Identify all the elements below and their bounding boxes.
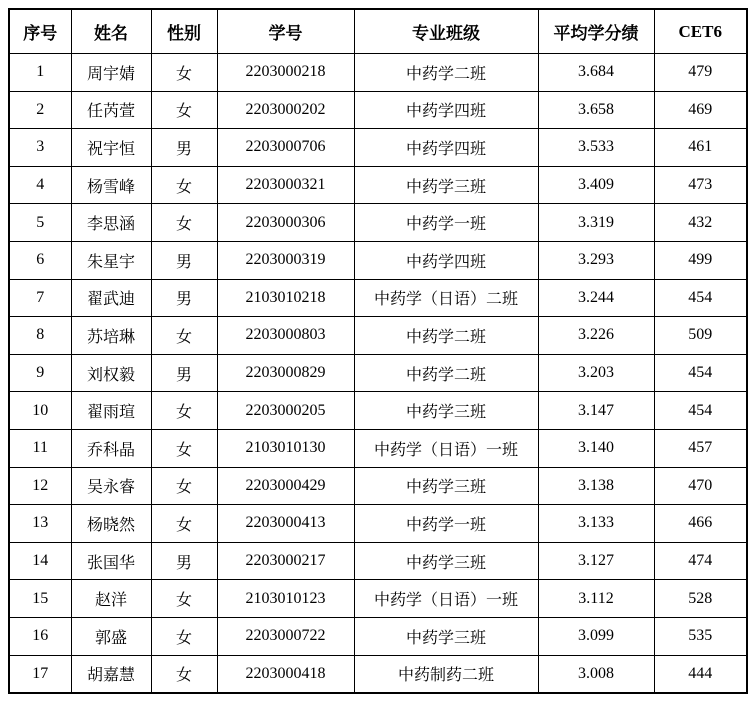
table-row <box>9 467 747 505</box>
cell-gpa: 3.099 <box>538 617 654 655</box>
cell-student-id: 2203000829 <box>217 354 354 392</box>
cell-student-id: 2203000722 <box>217 617 354 655</box>
header-gpa: 平均学分绩 <box>538 9 654 54</box>
cell-index: 13 <box>9 505 71 543</box>
cell-student-id: 2203000706 <box>217 129 354 167</box>
cell-gpa: 3.658 <box>538 91 654 129</box>
cell-class: 中药学三班 <box>354 542 538 580</box>
cell-gpa: 3.293 <box>538 241 654 279</box>
cell-name: 乔科晶 <box>71 429 151 467</box>
cell-gender: 女 <box>151 505 217 543</box>
cell-index: 10 <box>9 392 71 430</box>
cell-gpa: 3.147 <box>538 392 654 430</box>
cell-gender: 男 <box>151 354 217 392</box>
cell-gender: 男 <box>151 129 217 167</box>
cell-name: 翟雨瑄 <box>71 392 151 430</box>
cell-student-id: 2203000202 <box>217 91 354 129</box>
cell-gender: 女 <box>151 429 217 467</box>
cell-gpa: 3.226 <box>538 317 654 355</box>
cell-gpa: 3.127 <box>538 542 654 580</box>
table-row <box>9 655 747 693</box>
cell-cet6: 509 <box>654 317 747 355</box>
cell-cet6: 457 <box>654 429 747 467</box>
cell-gender: 女 <box>151 467 217 505</box>
cell-student-id: 2203000418 <box>217 655 354 693</box>
cell-index: 16 <box>9 617 71 655</box>
table-row <box>9 279 747 317</box>
cell-cet6: 499 <box>654 241 747 279</box>
cell-class: 中药制药二班 <box>354 655 538 693</box>
cell-gender: 女 <box>151 54 217 92</box>
cell-index: 9 <box>9 354 71 392</box>
table-row <box>9 429 747 467</box>
cell-cet6: 454 <box>654 279 747 317</box>
cell-name: 郭盛 <box>71 617 151 655</box>
cell-class: 中药学一班 <box>354 204 538 242</box>
cell-name: 张国华 <box>71 542 151 580</box>
cell-index: 8 <box>9 317 71 355</box>
cell-name: 周宇婧 <box>71 54 151 92</box>
cell-class: 中药学三班 <box>354 392 538 430</box>
cell-cet6: 466 <box>654 505 747 543</box>
cell-cet6: 454 <box>654 392 747 430</box>
table-row <box>9 91 747 129</box>
table-row <box>9 317 747 355</box>
cell-cet6: 528 <box>654 580 747 618</box>
cell-gender: 女 <box>151 580 217 618</box>
cell-name: 刘权毅 <box>71 354 151 392</box>
cell-student-id: 2203000803 <box>217 317 354 355</box>
cell-gpa: 3.112 <box>538 580 654 618</box>
table-header-row <box>9 9 747 54</box>
cell-cet6: 432 <box>654 204 747 242</box>
cell-class: 中药学二班 <box>354 317 538 355</box>
cell-gender: 女 <box>151 617 217 655</box>
header-student-id: 学号 <box>217 9 354 54</box>
table-row <box>9 241 747 279</box>
cell-gender: 男 <box>151 279 217 317</box>
cell-index: 1 <box>9 54 71 92</box>
header-cet6: CET6 <box>654 9 747 54</box>
header-gender: 性别 <box>151 9 217 54</box>
table-body <box>9 54 747 694</box>
cell-index: 6 <box>9 241 71 279</box>
cell-class: 中药学二班 <box>354 354 538 392</box>
cell-name: 祝宇恒 <box>71 129 151 167</box>
cell-student-id: 2203000218 <box>217 54 354 92</box>
cell-index: 12 <box>9 467 71 505</box>
table-row <box>9 392 747 430</box>
cell-gpa: 3.533 <box>538 129 654 167</box>
cell-gpa: 3.684 <box>538 54 654 92</box>
cell-gpa: 3.319 <box>538 204 654 242</box>
cell-class: 中药学（日语）一班 <box>354 580 538 618</box>
cell-index: 7 <box>9 279 71 317</box>
cell-gpa: 3.133 <box>538 505 654 543</box>
cell-gender: 女 <box>151 655 217 693</box>
cell-student-id: 2203000429 <box>217 467 354 505</box>
student-score-table <box>8 8 748 694</box>
cell-index: 14 <box>9 542 71 580</box>
cell-index: 2 <box>9 91 71 129</box>
cell-class: 中药学四班 <box>354 129 538 167</box>
cell-name: 李思涵 <box>71 204 151 242</box>
cell-name: 苏培琳 <box>71 317 151 355</box>
cell-cet6: 473 <box>654 166 747 204</box>
cell-class: 中药学（日语）一班 <box>354 429 538 467</box>
cell-class: 中药学（日语）二班 <box>354 279 538 317</box>
cell-class: 中药学二班 <box>354 54 538 92</box>
cell-student-id: 2203000205 <box>217 392 354 430</box>
cell-gpa: 3.140 <box>538 429 654 467</box>
cell-class: 中药学三班 <box>354 617 538 655</box>
cell-name: 朱星宇 <box>71 241 151 279</box>
cell-index: 3 <box>9 129 71 167</box>
cell-cet6: 454 <box>654 354 747 392</box>
cell-cet6: 479 <box>654 54 747 92</box>
table-row <box>9 129 747 167</box>
table-row <box>9 580 747 618</box>
cell-index: 4 <box>9 166 71 204</box>
cell-cet6: 444 <box>654 655 747 693</box>
cell-gender: 男 <box>151 542 217 580</box>
header-index: 序号 <box>9 9 71 54</box>
cell-gpa: 3.244 <box>538 279 654 317</box>
cell-class: 中药学三班 <box>354 467 538 505</box>
cell-cet6: 461 <box>654 129 747 167</box>
cell-gender: 男 <box>151 241 217 279</box>
table-row <box>9 54 747 92</box>
cell-index: 5 <box>9 204 71 242</box>
header-class: 专业班级 <box>354 9 538 54</box>
cell-name: 任芮萱 <box>71 91 151 129</box>
cell-name: 吴永睿 <box>71 467 151 505</box>
cell-gender: 女 <box>151 91 217 129</box>
table-row <box>9 542 747 580</box>
cell-name: 翟武迪 <box>71 279 151 317</box>
cell-cet6: 474 <box>654 542 747 580</box>
cell-student-id: 2203000217 <box>217 542 354 580</box>
cell-index: 17 <box>9 655 71 693</box>
cell-cet6: 470 <box>654 467 747 505</box>
cell-class: 中药学一班 <box>354 505 538 543</box>
cell-student-id: 2203000306 <box>217 204 354 242</box>
cell-student-id: 2203000321 <box>217 166 354 204</box>
cell-gender: 女 <box>151 392 217 430</box>
table-row <box>9 354 747 392</box>
cell-index: 11 <box>9 429 71 467</box>
cell-gender: 女 <box>151 166 217 204</box>
header-name: 姓名 <box>71 9 151 54</box>
cell-cet6: 535 <box>654 617 747 655</box>
cell-gpa: 3.409 <box>538 166 654 204</box>
cell-student-id: 2103010218 <box>217 279 354 317</box>
cell-gender: 女 <box>151 204 217 242</box>
cell-name: 赵洋 <box>71 580 151 618</box>
cell-name: 胡嘉慧 <box>71 655 151 693</box>
cell-class: 中药学三班 <box>354 166 538 204</box>
table-row <box>9 505 747 543</box>
cell-cet6: 469 <box>654 91 747 129</box>
cell-student-id: 2103010123 <box>217 580 354 618</box>
cell-student-id: 2203000413 <box>217 505 354 543</box>
cell-name: 杨雪峰 <box>71 166 151 204</box>
cell-index: 15 <box>9 580 71 618</box>
cell-student-id: 2203000319 <box>217 241 354 279</box>
cell-student-id: 2103010130 <box>217 429 354 467</box>
cell-class: 中药学四班 <box>354 91 538 129</box>
cell-gpa: 3.008 <box>538 655 654 693</box>
table-row <box>9 204 747 242</box>
cell-gpa: 3.138 <box>538 467 654 505</box>
table-row <box>9 617 747 655</box>
cell-gender: 女 <box>151 317 217 355</box>
cell-name: 杨晓然 <box>71 505 151 543</box>
cell-gpa: 3.203 <box>538 354 654 392</box>
cell-class: 中药学四班 <box>354 241 538 279</box>
table-row <box>9 166 747 204</box>
